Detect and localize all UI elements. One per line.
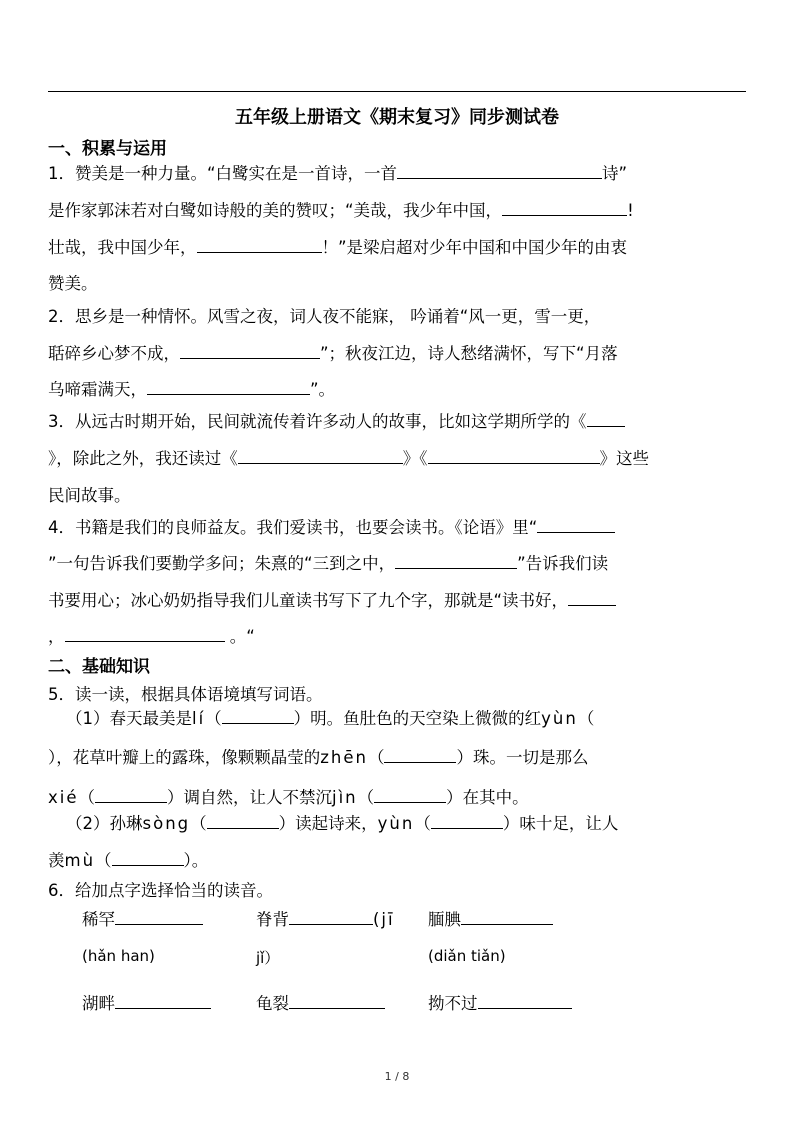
answer-blank[interactable] (222, 706, 294, 724)
answer-blank[interactable] (65, 624, 225, 642)
q6-item-1: 稀罕 (82, 906, 203, 930)
q3-line-1: 3．从远古时期开始，民间就流传着许多动人的故事，比如这学期所学的《 (48, 408, 625, 432)
q6-item-2: 脊背 (jī (256, 906, 395, 930)
q2-line-3: 乌啼霜满天， ”。 (48, 376, 335, 400)
answer-blank[interactable] (537, 515, 615, 533)
answer-blank[interactable] (397, 161, 602, 179)
answer-blank[interactable] (502, 198, 627, 216)
answer-blank[interactable] (461, 907, 553, 925)
q4-line-3: 书要用心；冰心奶奶指导我们儿童读书写下了九个字，那就是“读书好， (48, 587, 616, 611)
q5-line-4: xié（ ）调自然，让人不禁沉jìn（ ）在其中。 (48, 784, 529, 808)
q5-line-1: 5．读一读，根据具体语境填写词语。 (48, 685, 323, 704)
q5-line-2: （1）春天最美是lí（ ）明。鱼肚色的天空染上微微的红yùn（ (66, 705, 594, 729)
answer-blank[interactable] (289, 907, 373, 925)
answer-blank[interactable] (147, 377, 310, 395)
section-heading-2: 二、基础知识 (48, 657, 150, 677)
answer-blank[interactable] (238, 446, 403, 464)
answer-blank[interactable] (374, 785, 446, 803)
answer-blank[interactable] (115, 991, 211, 1009)
header-rule (48, 91, 746, 92)
q6-line-1: 6．给加点字选择恰当的读音。 (48, 881, 273, 900)
answer-blank[interactable] (428, 446, 600, 464)
q3-line-2: 》，除此之外，我还读过《 》《 》这些 (48, 445, 649, 469)
q1-line-2: 是作家郭沫若对白鹭如诗般的美的赞叹；“美哉，我少年中国， ! (48, 197, 634, 221)
q4-line-2: ”一句告诉我们要勤学多问；朱熹的“三到之中， ”告诉我们读 (48, 550, 608, 574)
q1-line-1: 1．赞美是一种力量。“白鹭实在是一首诗，一首 诗” (48, 160, 627, 184)
answer-blank[interactable] (112, 848, 184, 866)
q4-line-1: 4．书籍是我们的良师益友。我们爱读书，也要会读书。《论语》里“ (48, 514, 615, 538)
q1-line-4: 赞美。 (48, 274, 98, 293)
q5-line-5: （2）孙琳sòng（ ）读起诗来，yùn（ ）味十足，让人 (66, 810, 618, 834)
answer-blank[interactable] (478, 991, 572, 1009)
page-title: 五年级上册语文《期末复习》同步测试卷 (235, 107, 559, 128)
answer-blank[interactable] (180, 341, 320, 359)
q6-item-5: 龟裂 (256, 990, 385, 1014)
q4-line-4: ， 。“ (48, 623, 255, 647)
answer-blank[interactable] (395, 551, 517, 569)
answer-blank[interactable] (568, 588, 616, 606)
q5-line-6: 羡mù（ ）。 (48, 847, 208, 871)
q2-line-2: 聒碎乡心梦不成， ”；秋夜江边，诗人愁绪满怀，写下“月落 (48, 340, 618, 364)
q6-item-4: 湖畔 (82, 990, 211, 1014)
page-number: 1 / 8 (384, 1070, 410, 1083)
q6-reading-3: (diǎn tiǎn) (428, 947, 506, 965)
answer-blank[interactable] (587, 409, 625, 427)
answer-blank[interactable] (289, 991, 385, 1009)
q6-item-6: 拗不过 (428, 990, 572, 1014)
q6-reading-1: (hǎn han) (82, 947, 155, 965)
q1-line-3: 壮哉，我中国少年， ！”是梁启超对少年中国和中国少年的由衷 (48, 234, 627, 258)
q6-reading-2: jǐ） (256, 949, 280, 967)
answer-blank[interactable] (115, 907, 203, 925)
q5-line-3: ），花草叶瓣上的露珠，像颗颗晶莹的zhēn（ ）珠。一切是那么 (48, 744, 588, 768)
answer-blank[interactable] (384, 745, 456, 763)
q3-line-3: 民间故事。 (48, 486, 131, 505)
q2-line-1: 2．思乡是一种情怀。风雪之夜，词人夜不能寐， 吟诵着“风一更，雪一更， (48, 307, 601, 326)
q6-item-3: 腼腆 (428, 906, 553, 930)
answer-blank[interactable] (95, 785, 167, 803)
answer-blank[interactable] (431, 811, 503, 829)
answer-blank[interactable] (207, 811, 279, 829)
section-heading-1: 一、积累与运用 (48, 139, 167, 159)
answer-blank[interactable] (197, 235, 322, 253)
